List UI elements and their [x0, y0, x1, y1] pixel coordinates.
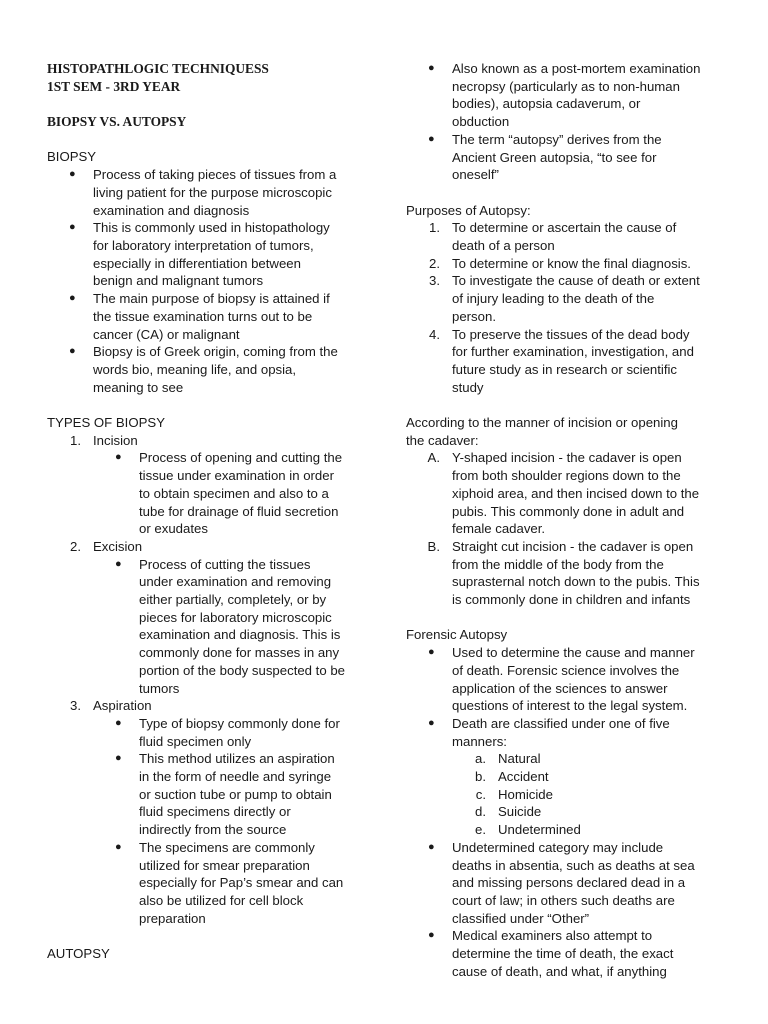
text-line: pieces for laboratory microscopic	[139, 609, 332, 625]
list-number: B.	[427, 538, 440, 554]
text-line: examination and diagnosis. This is	[139, 627, 341, 643]
text-line: is commonly done in children and infants	[452, 592, 691, 608]
biopsy-type-item	[47, 538, 377, 697]
text-line: fluid specimens directly or	[139, 804, 291, 820]
list-item	[47, 839, 377, 928]
spacer	[406, 609, 736, 627]
text-line: Medical examiners also attempt to	[452, 928, 653, 944]
list-number: 4.	[429, 326, 440, 342]
manner-item	[406, 803, 736, 821]
list-item	[406, 927, 736, 980]
text-line: commonly done for masses in any	[139, 645, 340, 661]
manner-label: Undetermined	[498, 822, 581, 838]
spacer	[47, 396, 377, 414]
manner-label: Accident	[498, 769, 549, 785]
manner-item	[406, 750, 736, 768]
text-line: application of the sciences to answer	[452, 680, 668, 696]
doc-title: HISTOPATHLOGIC TECHNIQUESS	[47, 61, 269, 76]
list-item	[47, 219, 377, 290]
list-item	[47, 449, 377, 538]
biopsy-type-item	[47, 697, 377, 927]
text-line: Straight cut incision - the cadaver is open	[452, 538, 694, 554]
list-item	[406, 219, 736, 254]
incision-list	[406, 449, 736, 608]
text-line: questions of interest to the legal system.	[452, 698, 688, 714]
text-line: Process of cutting the tissues	[139, 556, 311, 572]
text-line: To determine or know the final diagnosis.	[452, 255, 691, 271]
text-line: To investigate the cause of death or extent	[452, 273, 700, 289]
text-line: bodies), autopsia cadaverum, or	[452, 96, 641, 112]
text-line: To determine or ascertain the cause of	[452, 220, 677, 236]
text-line: meaning to see	[93, 379, 184, 395]
list-item	[406, 60, 736, 131]
right-column	[406, 60, 736, 981]
text-line: Type of biopsy commonly done for	[139, 715, 340, 731]
text-line: Process of opening and cutting the	[139, 450, 343, 466]
text-line: pubis. This commonly done in adult and	[452, 503, 685, 519]
biopsy-list	[47, 166, 377, 396]
list-item	[47, 556, 377, 698]
text-line: Death are classified under one of five	[452, 715, 670, 731]
list-letter: c.	[475, 786, 486, 802]
list-letter: d.	[475, 804, 486, 820]
text-line: suprasternal notch down to the pubis. This	[452, 574, 700, 590]
text-line: of injury leading to the death of the	[452, 291, 655, 307]
sub-list	[47, 449, 377, 538]
text-line: Process of taking pieces of tissues from a	[93, 167, 337, 183]
bullet-icon: ●	[115, 716, 122, 729]
spacer	[47, 927, 377, 945]
list-item	[406, 644, 736, 715]
text-line: especially for Pap’s smear and can	[139, 875, 344, 891]
bullet-icon: ●	[428, 646, 435, 659]
bullet-icon: ●	[69, 168, 76, 181]
list-item	[406, 449, 736, 538]
text-line: This method utilizes an aspiration	[139, 751, 335, 767]
text-line: or exudates	[139, 521, 208, 537]
list-item	[406, 839, 736, 928]
text-line: This is commonly used in histopathology	[93, 220, 330, 236]
manner-label: Natural	[498, 751, 541, 767]
list-item	[406, 131, 736, 184]
list-number: 3.	[70, 698, 81, 714]
list-letter: a.	[475, 751, 486, 767]
text-line: obduction	[452, 114, 510, 130]
manner-item	[406, 821, 736, 839]
bullet-icon: ●	[115, 752, 122, 765]
list-item	[406, 715, 736, 839]
text-line: Biopsy is of Greek origin, coming from the	[93, 344, 338, 360]
list-number: 2.	[429, 255, 440, 271]
spacer	[406, 184, 736, 202]
biopsy-type-item	[47, 432, 377, 538]
text-line: especially in differentiation between	[93, 255, 301, 271]
text-line: xiphoid area, and then incised down to the	[452, 485, 700, 501]
list-item	[47, 750, 377, 839]
text-line: Ancient Green autopsia, “to see for	[452, 149, 657, 165]
autopsy-list	[406, 60, 736, 184]
text-line: benign and malignant tumors	[93, 273, 264, 289]
biopsy-type-label: Aspiration	[93, 698, 152, 714]
text-line: cancer (CA) or malignant	[93, 326, 240, 342]
left-column	[47, 60, 377, 963]
list-item	[47, 166, 377, 219]
list-letter: b.	[475, 769, 486, 785]
text-line: future study as in research or scientific	[452, 361, 678, 377]
text-line: for further examination, investigation, and	[452, 344, 694, 360]
text-line: or suction tube or pump to obtain	[139, 786, 332, 802]
bullet-icon: ●	[428, 929, 435, 942]
spacer	[47, 95, 377, 113]
forensic-heading: Forensic Autopsy	[406, 627, 508, 643]
sub-list	[47, 556, 377, 698]
text-line: the tissue examination turns out to be	[93, 308, 313, 324]
section-title: BIOPSY VS. AUTOPSY	[47, 114, 187, 130]
text-line: necropsy (particularly as to non-human	[452, 78, 680, 94]
text-line: in the form of needle and syringe	[139, 769, 332, 785]
text-line: portion of the body suspected to be	[139, 662, 346, 678]
text-line: classified under “Other”	[452, 910, 590, 926]
text-line: female cadaver.	[452, 521, 546, 537]
purposes-list	[406, 219, 736, 396]
list-number: 1.	[70, 432, 81, 448]
incision-heading: the cadaver:	[406, 432, 479, 448]
manner-label: Suicide	[498, 804, 542, 820]
text-line: manners:	[452, 733, 507, 749]
text-line: Y-shaped incision - the cadaver is open	[452, 450, 682, 466]
biopsy-type-label: Incision	[93, 432, 138, 448]
bullet-icon: ●	[428, 840, 435, 853]
bullet-icon: ●	[69, 345, 76, 358]
list-letter: e.	[475, 822, 486, 838]
list-item	[406, 538, 736, 609]
text-line: indirectly from the source	[139, 822, 287, 838]
bullet-icon: ●	[115, 840, 122, 853]
text-line: from both shoulder regions down to the	[452, 468, 681, 484]
list-item	[47, 343, 377, 396]
text-line: under examination and removing	[139, 574, 332, 590]
text-line: living patient for the purpose microscopic	[93, 184, 332, 200]
list-item	[47, 715, 377, 750]
bullet-icon: ●	[428, 716, 435, 729]
text-line: either partially, completely, or by	[139, 592, 327, 608]
manners-list	[406, 750, 736, 839]
text-line: for laboratory interpretation of tumors,	[93, 238, 314, 253]
text-line: person.	[452, 308, 496, 324]
text-line: tissue under examination in order	[139, 468, 334, 484]
list-number: 2.	[70, 538, 81, 554]
types-list	[47, 432, 377, 928]
manner-item	[406, 786, 736, 804]
bullet-icon: ●	[69, 221, 76, 234]
incision-heading: According to the manner of incision or opening	[406, 415, 678, 431]
text-line: determine the time of death, the exact	[452, 946, 674, 962]
bullet-icon: ●	[428, 132, 435, 145]
text-line: of death. Forensic science involves the	[452, 662, 680, 678]
text-line: study	[452, 379, 484, 395]
list-number: 3.	[429, 273, 440, 289]
spacer	[47, 131, 377, 149]
manner-item	[406, 768, 736, 786]
spacer	[406, 396, 736, 414]
manner-label: Homicide	[498, 786, 553, 802]
list-number: A.	[427, 450, 440, 466]
text-line: court of law; in others such deaths are	[452, 893, 675, 908]
list-item	[406, 272, 736, 325]
doc-subtitle: 1ST SEM - 3RD YEAR	[47, 78, 181, 94]
list-item	[406, 255, 736, 273]
text-line: utilized for smear preparation	[139, 857, 310, 873]
text-line: tube for drainage of fluid secretion	[139, 503, 339, 519]
text-line: deaths in absentia, such as deaths at sea	[452, 857, 695, 873]
text-line: The specimens are commonly	[139, 839, 315, 855]
text-line: also be utilized for cell block	[139, 893, 304, 908]
forensic-list	[406, 644, 736, 980]
text-line: words bio, meaning life, and opsia,	[93, 361, 297, 377]
text-line: The main purpose of biopsy is attained if	[93, 291, 330, 307]
text-line: to obtain specimen and also to a	[139, 485, 329, 501]
biopsy-heading: BIOPSY	[47, 149, 97, 165]
text-line: from the middle of the body from the	[452, 556, 664, 572]
text-line: examination and diagnosis	[93, 202, 250, 218]
text-line: The term “autopsy” derives from the	[452, 131, 662, 147]
list-item	[47, 290, 377, 343]
types-heading: TYPES OF BIOPSY	[47, 415, 165, 431]
text-line: To preserve the tissues of the dead body	[452, 326, 690, 342]
list-number: 1.	[429, 220, 440, 236]
text-line: tumors	[139, 680, 180, 696]
bullet-icon: ●	[428, 62, 435, 74]
text-line: Used to determine the cause and manner	[452, 645, 695, 661]
purposes-heading: Purposes of Autopsy:	[406, 202, 531, 218]
text-line: fluid specimen only	[139, 733, 252, 749]
text-line: oneself”	[452, 167, 499, 183]
text-line: and missing persons declared dead in a	[452, 875, 686, 891]
bullet-icon: ●	[69, 292, 76, 305]
text-line: preparation	[139, 910, 206, 926]
biopsy-type-label: Excision	[93, 538, 143, 554]
autopsy-heading: AUTOPSY	[47, 946, 110, 962]
bullet-icon: ●	[115, 451, 122, 464]
bullet-icon: ●	[115, 557, 122, 570]
text-line: Also known as a post-mortem examination	[452, 61, 701, 76]
text-line: death of a person	[452, 238, 555, 254]
list-item	[406, 326, 736, 397]
text-line: cause of death, and what, if anything	[452, 963, 667, 979]
sub-list	[47, 715, 377, 927]
text-line: Undetermined category may include	[452, 839, 664, 855]
